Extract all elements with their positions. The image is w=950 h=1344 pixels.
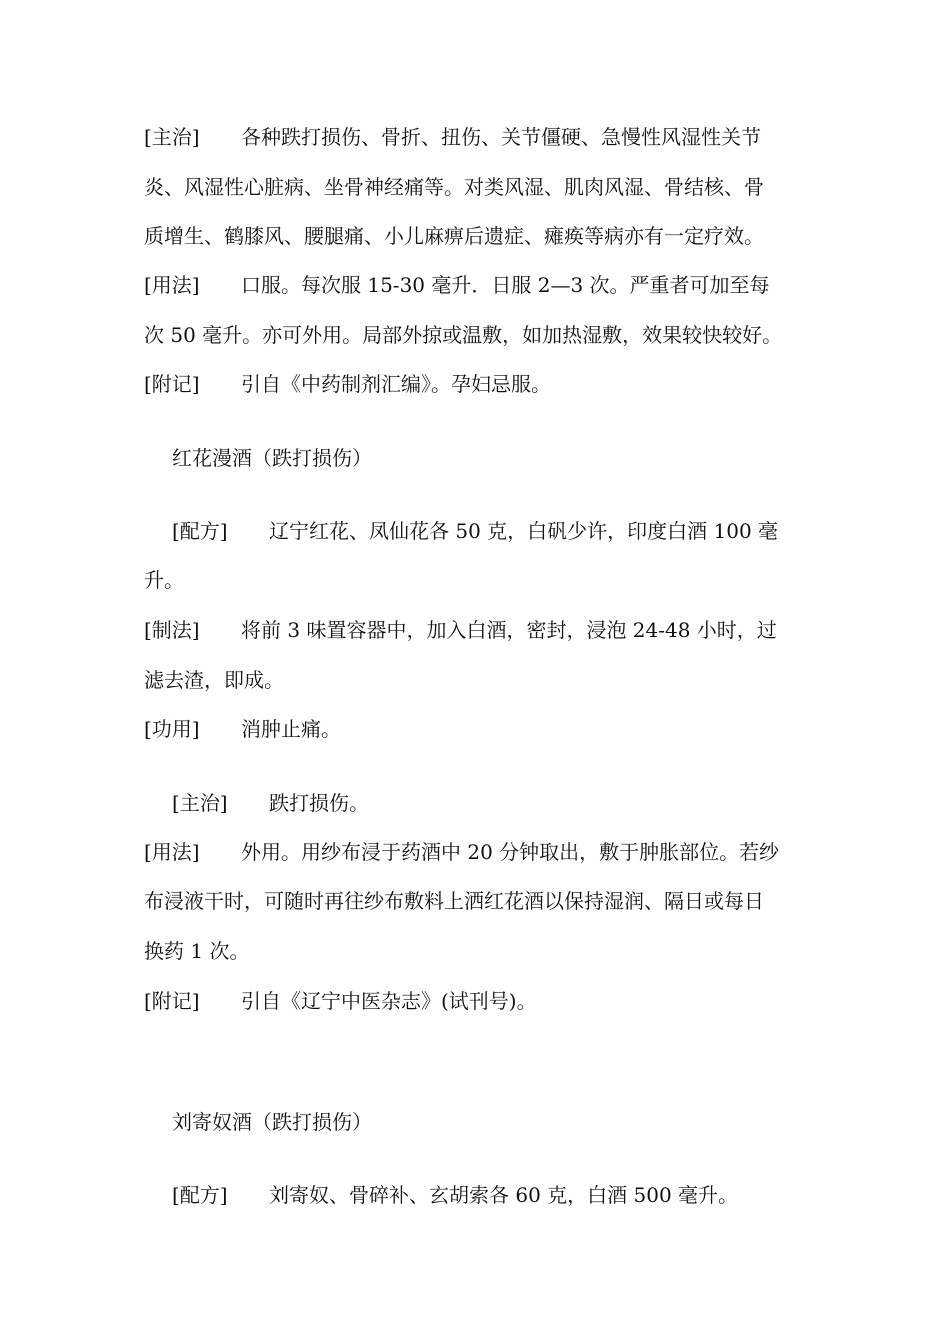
section-text: 消肿止痛。 xyxy=(241,717,341,741)
text-line: 质增生、鹤膝风、腰腿痛、小儿麻痹后遗症、瘫痪等病亦有一定疗效。 xyxy=(144,224,764,248)
text-line: 换药 1 次。 xyxy=(144,939,250,963)
text-line: 升。 xyxy=(144,568,184,592)
text-line: 滤去渣，即成。 xyxy=(144,668,284,692)
text-line xyxy=(144,124,761,150)
section-label: [附记] xyxy=(144,989,200,1013)
section-text: 辽宁红花、凤仙花各 50 克，白矾少许，印度白酒 100 毫 xyxy=(269,519,779,543)
section-label: [制法] xyxy=(144,618,200,642)
section-label: [主治] xyxy=(144,125,200,149)
text-line xyxy=(144,988,537,1014)
section-label: [配方] xyxy=(172,1183,228,1207)
text-line: 炎、风湿性心脏病、坐骨神经痛等。对类风湿、肌肉风湿、骨结核、骨 xyxy=(144,175,764,199)
section-text: 各种跌打损伤、骨折、扭伤、关节僵硬、急慢性风湿性关节 xyxy=(241,125,761,149)
section-text: 跌打损伤。 xyxy=(269,791,369,815)
section-text: 引自《中药制剂汇编》。孕妇忌服。 xyxy=(241,372,551,396)
section-text: 口服。每次服 15-30 毫升．日服 2—3 次。严重者可加至每 xyxy=(241,273,770,297)
text-line: 布浸液干时，可随时再往纱布敷料上洒红花酒以保持湿润、隔日或每日 xyxy=(144,889,764,913)
text-line xyxy=(172,790,369,816)
section-label: [功用] xyxy=(144,717,200,741)
section-text: 引自《辽宁中医杂志》(试刊号)。 xyxy=(241,989,537,1013)
section-text: 将前 3 味置容器中，加入白酒，密封，浸泡 24-48 小时，过 xyxy=(241,618,777,642)
section-label: [主治] xyxy=(172,791,228,815)
text-line xyxy=(144,716,341,742)
text-line xyxy=(144,371,551,397)
text-line xyxy=(144,272,770,298)
text-line xyxy=(172,518,778,544)
section-label: [配方] xyxy=(172,519,228,543)
text-line xyxy=(144,617,777,643)
text-line xyxy=(144,839,779,865)
section-label: [用法] xyxy=(144,840,200,864)
recipe-title: 红花漫酒（跌打损伤） xyxy=(172,446,372,470)
text-line xyxy=(172,1182,738,1208)
text-line: 次 50 毫升。亦可外用。局部外掠或温敷，如加热湿敷，效果较快较好。 xyxy=(144,323,783,347)
section-label: [附记] xyxy=(144,372,200,396)
section-text: 外用。用纱布浸于药酒中 20 分钟取出，敷于肿胀部位。若纱 xyxy=(241,840,780,864)
section-label: [用法] xyxy=(144,273,200,297)
section-text: 刘寄奴、骨碎补、玄胡索各 60 克，白酒 500 毫升。 xyxy=(269,1183,739,1207)
recipe-title: 刘寄奴酒（跌打损伤） xyxy=(172,1110,372,1134)
